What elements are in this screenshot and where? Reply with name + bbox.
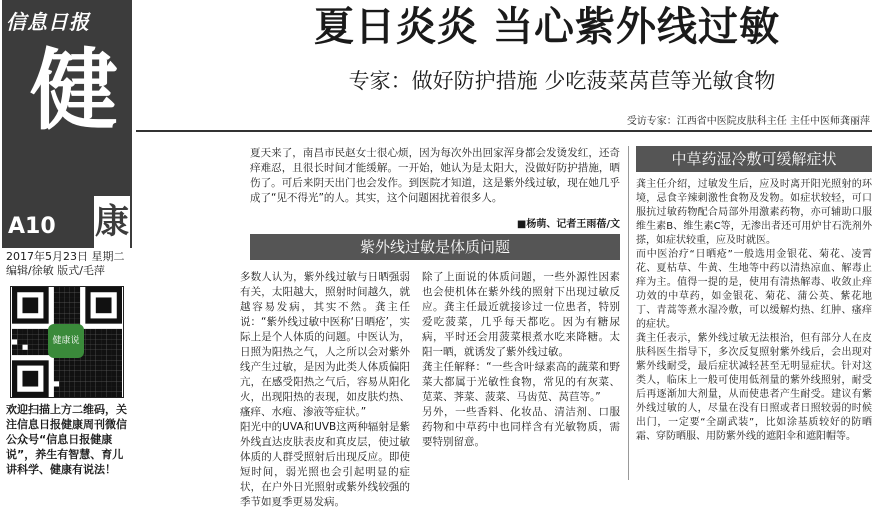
qr-module [38, 345, 43, 350]
section-title-char: 健 [30, 38, 119, 142]
intro-paragraph: 夏天来了，南昌市民赵女士很心烦，因为每次外出回家浑身都会发烫发红，还奇痒难忍，且很长时间才能缓解。一开始，她认为是太阳大，没做好防护措施，晒伤了。可后来阴天出门也会发作。到医院才知道，这是紫外线过敏，现在她几乎成了“见不得光”的人。其实，这个问题困扰着很多人。 [250, 147, 620, 204]
qr-module [85, 345, 90, 350]
qr-module [75, 308, 80, 313]
qr-module [59, 387, 64, 392]
qr-module [75, 303, 80, 308]
qr-module [28, 334, 33, 339]
qr-module [64, 387, 69, 392]
qr-module [117, 355, 122, 360]
qr-module [101, 392, 106, 397]
headline: 夏日炎炎 当心紫外线过敏 [314, 4, 780, 50]
qr-module [59, 318, 64, 323]
qr-module [64, 371, 69, 376]
qr-module [101, 387, 106, 392]
section-title-char-2: 康 [94, 196, 130, 248]
qr-module [64, 392, 69, 397]
qr-module [91, 366, 96, 371]
qr-module [70, 387, 75, 392]
qr-module [96, 329, 101, 334]
qr-module [64, 297, 69, 302]
qr-module [75, 292, 80, 297]
qr-module [117, 350, 122, 355]
qr-module [59, 381, 64, 386]
qr-module [85, 360, 90, 365]
section-heading: 紫外线过敏是体质问题 [250, 234, 620, 260]
qr-module [85, 371, 90, 376]
qr-module [85, 392, 90, 397]
qr-module [112, 381, 117, 386]
qr-module [85, 376, 90, 381]
subheadline: 专家：做好防护措施 少吃菠菜莴苣等光敏食物 [348, 69, 776, 93]
qr-module [22, 329, 27, 334]
page-number: A10 [8, 214, 56, 239]
qr-module [59, 308, 64, 313]
qr-module [70, 303, 75, 308]
qr-module [106, 387, 111, 392]
column-divider [628, 146, 629, 480]
qr-logo: 健康说 [48, 324, 84, 358]
qr-module [112, 371, 117, 376]
qr-module [70, 360, 75, 365]
qr-module [101, 329, 106, 334]
qr-module [106, 376, 111, 381]
qr-module [96, 339, 101, 344]
qr-module [101, 381, 106, 386]
qr-module [85, 329, 90, 334]
qr-module [12, 334, 17, 339]
qr-module [106, 371, 111, 376]
qr-module [70, 371, 75, 376]
byline: ■杨萌、记者王雨蓓/文 [516, 219, 620, 230]
body-column-2: 除了上面说的体质问题，一些外源性因素也会使机体在紫外线的照射下出现过敏反应。龚主任最近就接诊过一位患者，特别爱吃菠菜，几乎每天都吃。因为有糖尿病，平时还会用菠菜根煮水吃来降糖。太阳一晒，就诱发了紫外线过敏。 龚主任解释：“一些含叶绿素高的蔬菜和野菜大都属于光敏性食物，常见的有灰菜、苋菜、荠菜、菠菜、马齿苋、莴苣等。” 另外，一些香料、化妆品、清洁剂、口服药物和中草药中也同样含有光敏物质，需要特别留意。 [422, 271, 620, 448]
qr-module [75, 381, 80, 386]
qr-module [54, 376, 59, 381]
qr-module [85, 334, 90, 339]
qr-module [112, 355, 117, 360]
qr-module [64, 308, 69, 313]
qr-module [33, 329, 38, 334]
qr-module [106, 392, 111, 397]
qr-module [59, 371, 64, 376]
qr-module [101, 360, 106, 365]
qr-module [33, 339, 38, 344]
qr-module [106, 360, 111, 365]
qr-module [112, 387, 117, 392]
qr-module [80, 366, 85, 371]
qr-module [22, 350, 27, 355]
qr-module [54, 308, 59, 313]
qr-module [112, 376, 117, 381]
qr-module [28, 345, 33, 350]
qr-module [96, 345, 101, 350]
qr-module [54, 287, 59, 292]
qr-module [101, 366, 106, 371]
qr-module [117, 366, 122, 371]
qr-module [54, 303, 59, 308]
qr-module [17, 339, 22, 344]
qr-module [59, 392, 64, 397]
qr-module [54, 387, 59, 392]
qr-module [85, 387, 90, 392]
qr-module [96, 371, 101, 376]
qr-module [91, 392, 96, 397]
qr-module [117, 376, 122, 381]
qr-module [70, 308, 75, 313]
qr-module [85, 381, 90, 386]
qr-module [70, 297, 75, 302]
qr-module [12, 345, 17, 350]
qr-module [91, 339, 96, 344]
qr-module [85, 339, 90, 344]
qr-module [117, 334, 122, 339]
qr-module [70, 366, 75, 371]
qr-module [64, 376, 69, 381]
qr-module [112, 360, 117, 365]
qr-module [96, 355, 101, 360]
qr-module [75, 366, 80, 371]
qr-module [38, 329, 43, 334]
qr-module [75, 387, 80, 392]
qr-module [70, 292, 75, 297]
qr-module [106, 339, 111, 344]
header-divider [136, 130, 872, 132]
qr-module [117, 339, 122, 344]
qr-module [91, 329, 96, 334]
qr-module [59, 313, 64, 318]
qr-module [22, 339, 27, 344]
qr-module [64, 381, 69, 386]
qr-module [101, 376, 106, 381]
qr-module [70, 318, 75, 323]
qr-module [75, 392, 80, 397]
qr-module [85, 355, 90, 360]
body-column-1: 多数人认为，紫外线过敏与日晒强弱有关，太阳越大，照射时间越久，就越容易发病，其实不然。龚主任说：“紫外线过敏中医称‘日晒疮’，实际上是个人体质的问题。中医认为，日照为阳热之气，人之所以会对紫外线产生过敏，是因为此类人体质偏阳亢，在感受阳热之气后，容易从阳化火，出现阳热的表现，如皮肤灼热、瘙痒、水疱、渗液等症状。” 阳光中的UVA和UVB这两种辐射是紫外线直达皮肤表皮和真皮层，使过敏体质的人群受照射后出现反应。即使短时间，弱光照也会引起明显的症状，在户外日光照射或紫外线较强的季节如夏季更易发病。 [240, 271, 410, 508]
body-column-3: 龚主任介绍，过敏发生后，应及时离开阳光照射的环境，忌食辛辣刺激性食物及发物。如症状较轻，可口服抗过敏药物配合局部外用激素药物，亦可辅助口服维生素B、维生素C等，无渗出者还可用炉甘石洗剂外搽，如症状较重，应及时就医。 而中医治疗“日晒疮”一般选用金银花、菊花、凌霄花、夏枯草、牛黄、生地等中药以清热凉血、解毒止痒为主。值得一提的是，使用有清热解毒、收敛止痒功效的中草药，如金银花、菊花、蒲公英、紫花地丁、青蒿等煮水湿冷敷，可以缓解灼热、红肿、瘙痒的症状。 龚主任表示，紫外线过敏无法根治，但有部分人在皮肤科医生指导下，多次反复照射紫外线后，会出现对紫外线耐受，最后症状减轻甚至无明显症状。针对这类人，临床上一般可使用低剂量的紫外线照射，耐受后再逐渐加大剂量，从而使患者产生耐受。建议有紫外线过敏的人，尽量在没有日照或者日照较弱的时候出门，一定要“全副武装”，比如涂基质较好的防晒霜、穿防晒服、用防紫外线的遮阳伞和遮阳帽等。 [636, 179, 872, 442]
issue-date: 2017年5月23日 星期二 [6, 250, 125, 263]
qr-module [75, 376, 80, 381]
qr-module [85, 350, 90, 355]
qr-module [91, 355, 96, 360]
qr-module [12, 350, 17, 355]
qr-module [117, 345, 122, 350]
qr-module [59, 287, 64, 292]
qr-module [91, 334, 96, 339]
qr-module [54, 297, 59, 302]
qr-module [80, 371, 85, 376]
date-info [6, 250, 130, 278]
qr-module [91, 371, 96, 376]
qr-module [75, 371, 80, 376]
qr-module [12, 329, 17, 334]
qr-module [106, 381, 111, 386]
qr-module [96, 392, 101, 397]
qr-module [106, 329, 111, 334]
qr-module [80, 381, 85, 386]
qr-module [33, 334, 38, 339]
qr-module [117, 371, 122, 376]
qr-module [54, 366, 59, 371]
qr-module [101, 334, 106, 339]
qr-module [91, 387, 96, 392]
qr-module [17, 345, 22, 350]
qr-module [28, 329, 33, 334]
qr-module [101, 371, 106, 376]
qr-module [54, 313, 59, 318]
qr-module [75, 297, 80, 302]
editors: 编辑/徐敏 版式/毛萍 [6, 264, 105, 277]
qr-module [80, 387, 85, 392]
qr-module [28, 339, 33, 344]
qr-module [75, 287, 80, 292]
left-column [0, 0, 132, 486]
qr-module [112, 339, 117, 344]
qr-module [106, 345, 111, 350]
qr-module [75, 313, 80, 318]
qr-module [106, 355, 111, 360]
qr-module [80, 376, 85, 381]
qr-module [91, 350, 96, 355]
qr-module [101, 345, 106, 350]
qr-module [33, 350, 38, 355]
qr-module [112, 366, 117, 371]
qr-module [96, 334, 101, 339]
qr-module [80, 392, 85, 397]
qr-module [17, 334, 22, 339]
section-heading-2: 中草药湿冷敷可缓解症状 [636, 146, 872, 172]
qr-module [54, 318, 59, 323]
qr-module [64, 318, 69, 323]
qr-module [59, 360, 64, 365]
qr-module [59, 366, 64, 371]
qr-module [64, 360, 69, 365]
qr-module [70, 287, 75, 292]
qr-module [112, 345, 117, 350]
qr-module [22, 334, 27, 339]
qr-module [101, 350, 106, 355]
qr-module [106, 334, 111, 339]
qr-module [54, 292, 59, 297]
qr-module [117, 392, 122, 397]
qr-module [117, 329, 122, 334]
qr-module [59, 297, 64, 302]
qr-module [54, 371, 59, 376]
qr-module [117, 360, 122, 365]
expert-credit: 受访专家：江西省中医院皮肤科主任 主任中医师龚丽萍 [626, 116, 870, 127]
qr-module [80, 360, 85, 365]
qr-module [85, 366, 90, 371]
qr-module [59, 376, 64, 381]
qr-module [28, 350, 33, 355]
qr-module [70, 313, 75, 318]
qr-module [59, 303, 64, 308]
qr-module [70, 381, 75, 386]
qr-module [91, 360, 96, 365]
qr-module [64, 292, 69, 297]
paper-name: 信息日报 [6, 10, 90, 34]
qr-module [112, 392, 117, 397]
qr-module [96, 376, 101, 381]
qr-module [112, 350, 117, 355]
qr-module [112, 329, 117, 334]
qr-module [96, 381, 101, 386]
qr-module [59, 292, 64, 297]
qr-module [54, 360, 59, 365]
qr-module [101, 355, 106, 360]
qr-module [54, 392, 59, 397]
qr-module [64, 366, 69, 371]
qr-caption: 欢迎扫描上方二维码，关注信息日报健康周刊微信公众号“信息日报健康说”，养生有智慧、育儿讲科学、健康有说法！ [6, 403, 127, 476]
qr-module [106, 366, 111, 371]
qr-module [96, 350, 101, 355]
qr-module [117, 387, 122, 392]
qr-module [91, 345, 96, 350]
qr-module [91, 381, 96, 386]
qr-module [38, 339, 43, 344]
qr-module [96, 387, 101, 392]
qr-module [70, 376, 75, 381]
qr-module [112, 334, 117, 339]
qr-module [38, 334, 43, 339]
qr-module [75, 318, 80, 323]
qr-module [70, 392, 75, 397]
qr-module [38, 350, 43, 355]
qr-module [64, 303, 69, 308]
qr-module [101, 339, 106, 344]
qr-module [17, 329, 22, 334]
qr-module [64, 313, 69, 318]
qr-module [64, 287, 69, 292]
qr-module [106, 350, 111, 355]
qr-module [96, 360, 101, 365]
qr-module [33, 345, 38, 350]
masthead [2, 0, 132, 248]
qr-module [91, 376, 96, 381]
qr-module [117, 381, 122, 386]
qr-module [17, 350, 22, 355]
qr-module [96, 366, 101, 371]
qr-module [75, 360, 80, 365]
